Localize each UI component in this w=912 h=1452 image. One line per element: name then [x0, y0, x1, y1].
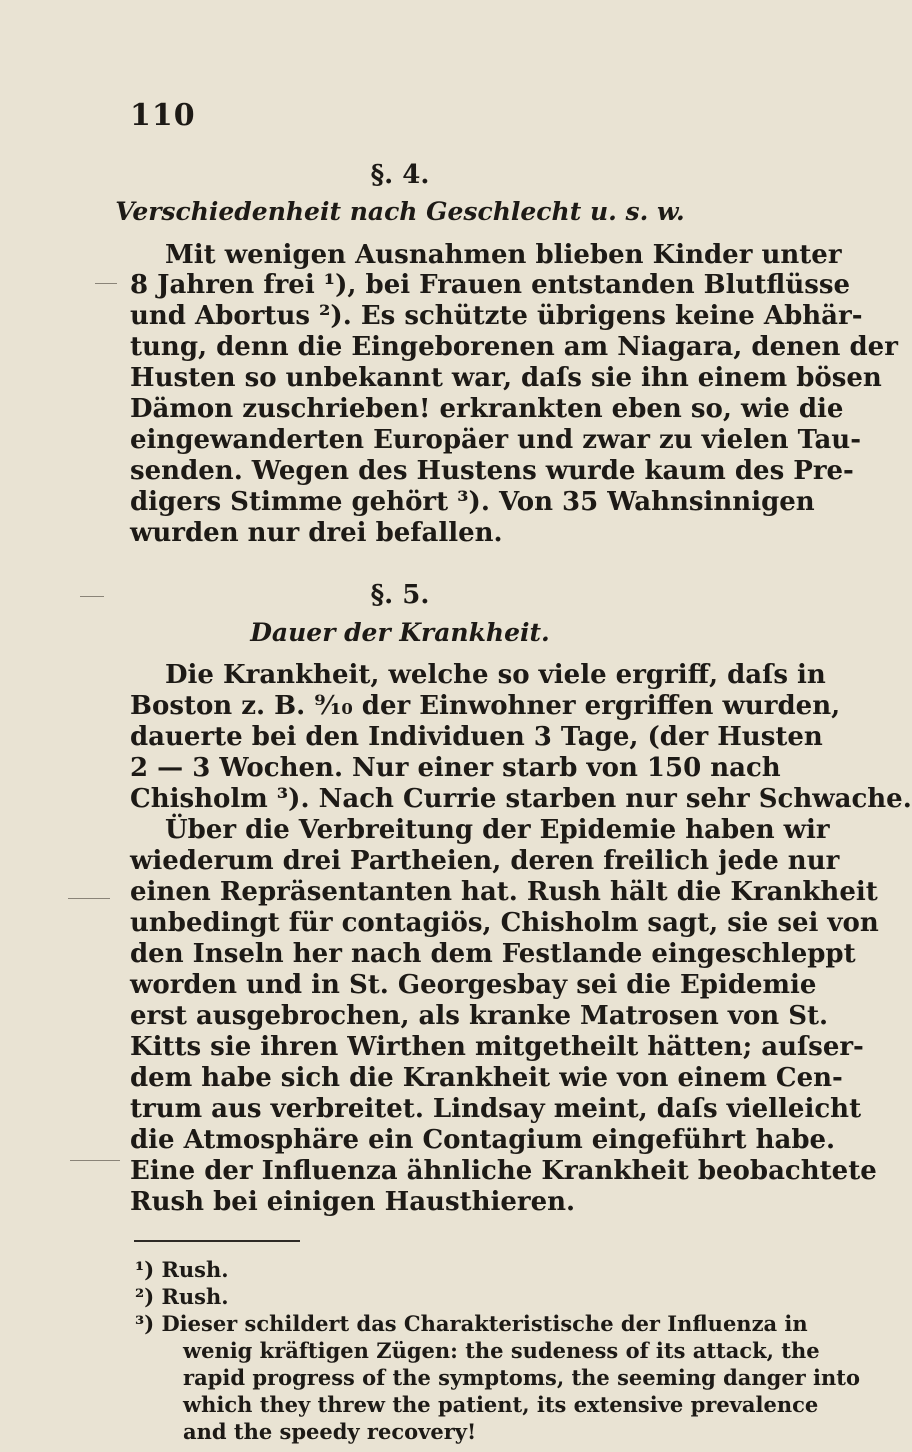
margin-mark [70, 1160, 120, 1161]
paragraph-line: Mit wenigen Ausnahmen blieben Kinder unter [165, 240, 842, 270]
section-5-subtitle: Dauer der Krankheit. [250, 618, 550, 647]
footnote-rule [134, 1240, 300, 1242]
page-number: 110 [130, 98, 196, 133]
footnote-continuation: rapid progress of the symptoms, the seeming danger into [183, 1365, 861, 1390]
footnote-continuation: which they threw the patient, its extensive prevalence [183, 1392, 819, 1417]
paragraph-line: worden und in St. Georgesbay sei die Epidemie [130, 970, 817, 1000]
paragraph-line: Kitts sie ihren Wirthen mitgetheilt hätten; auſser- [130, 1032, 864, 1062]
paragraph-line: Chisholm ³). Nach Currie starben nur sehr Schwache. [130, 784, 912, 814]
paragraph-line: und Abortus ²). Es schützte übrigens keine Abhär- [130, 301, 863, 331]
paragraph-line: trum aus verbreitet. Lindsay meint, daſs vielleicht [130, 1094, 862, 1124]
footnote: ³) Dieser schildert das Charakteristische der Influenza in [135, 1311, 808, 1336]
paragraph-line: Über die Verbreitung der Epidemie haben wir [165, 815, 830, 845]
paragraph-line: Dämon zuschrieben! erkrankten eben so, wie die [130, 394, 844, 424]
footnote-continuation: and the speedy recovery! [183, 1419, 477, 1444]
section-4-subtitle: Verschiedenheit nach Geschlecht u. s. w. [115, 197, 685, 226]
footnote-continuation: wenig kräftigen Zügen: the sudeness of its attack, the [183, 1338, 820, 1363]
margin-mark [80, 596, 104, 597]
paragraph-line: 2 — 3 Wochen. Nur einer starb von 150 nach [130, 753, 781, 783]
paragraph-line: digers Stimme gehört ³). Von 35 Wahnsinnigen [130, 487, 815, 517]
paragraph-line: die Atmosphäre ein Contagium eingeführt habe. [130, 1125, 836, 1155]
paragraph-line: Die Krankheit, welche so viele ergriff, daſs in [165, 660, 826, 690]
paragraph-line: tung, denn die Eingeborenen am Niagara, denen der [130, 332, 898, 362]
paragraph-line: Rush bei einigen Hausthieren. [130, 1187, 576, 1217]
paragraph-line: wurden nur drei befallen. [130, 518, 503, 548]
paragraph-line: dem habe sich die Krankheit wie von einem Cen- [130, 1063, 843, 1093]
paragraph-line: einen Repräsentanten hat. Rush hält die Krankheit [130, 877, 878, 907]
footnote: ²) Rush. [135, 1284, 229, 1309]
paragraph-line: erst ausgebrochen, als kranke Matrosen von St. [130, 1001, 829, 1031]
paragraph-line: 8 Jahren frei ¹), bei Frauen entstanden Blutflüsse [130, 270, 851, 300]
paragraph-line: den Inseln her nach dem Festlande eingeschleppt [130, 939, 856, 969]
footnote: ¹) Rush. [135, 1257, 229, 1282]
paragraph-line: wiederum drei Partheien, deren freilich jede nur [130, 846, 840, 876]
paragraph-line: Husten so unbekannt war, daſs sie ihn einem bösen [130, 363, 882, 393]
section-4-heading: §. 4. [370, 160, 430, 190]
paragraph-line: Boston z. B. ⁹⁄₁₀ der Einwohner ergriffen wurden, [130, 691, 841, 721]
paragraph-line: Eine der Influenza ähnliche Krankheit beobachtete [130, 1156, 877, 1186]
margin-mark [95, 283, 117, 284]
section-5-heading: §. 5. [370, 580, 430, 610]
paragraph-line: senden. Wegen des Hustens wurde kaum des Pre- [130, 456, 854, 486]
paragraph-line: unbedingt für contagiös, Chisholm sagt, sie sei von [130, 908, 879, 938]
paragraph-line: eingewanderten Europäer und zwar zu vielen Tau- [130, 425, 861, 455]
paragraph-line: dauerte bei den Individuen 3 Tage, (der Husten [130, 722, 823, 752]
margin-mark [68, 898, 110, 899]
